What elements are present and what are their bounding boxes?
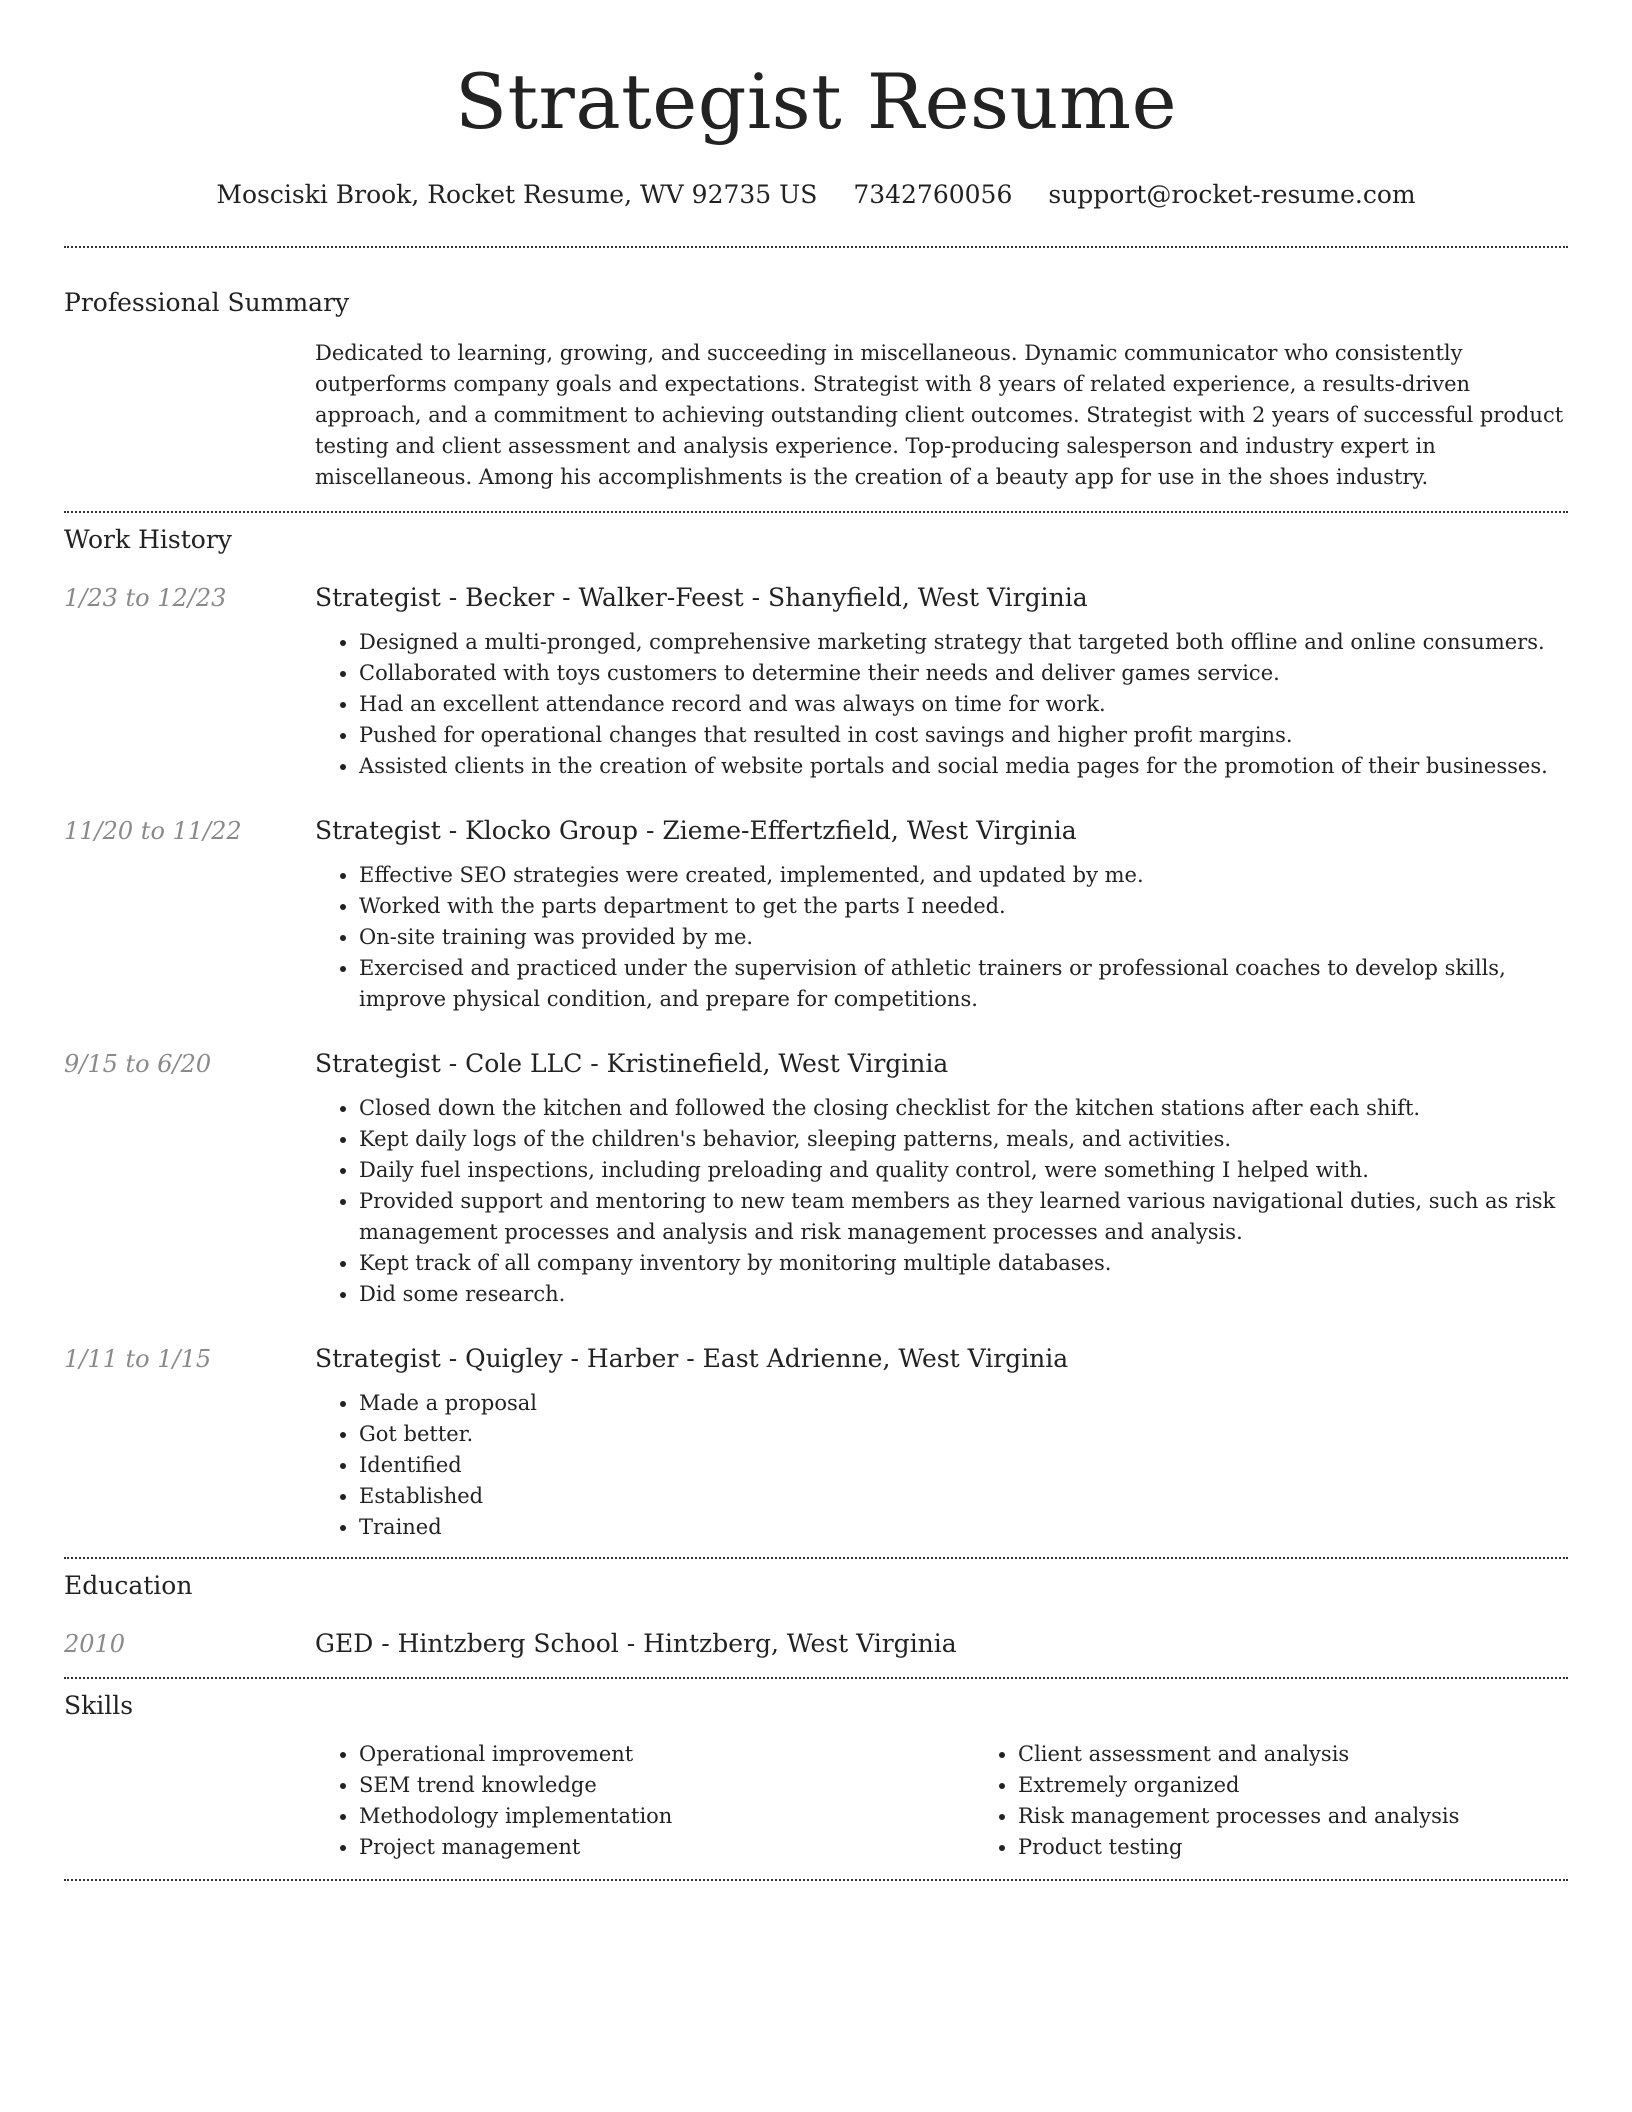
summary-text: Dedicated to learning, growing, and succeeding in miscellaneous. Dynamic communicator who consistently outperforms company goals and expectations. Strategist with 8 years of related experience, a results-driven approach, and a commitment to achieving outstanding client outcomes. Strategist with 2 years of successful product testing and client assessment and analysis experience. Top-producing salesperson and industry expert in miscellaneous. Among his accomplishments is the creation of a beauty app for use in the shoes industry.	[315, 341, 1564, 489]
summary-heading: Professional Summary	[64, 288, 350, 317]
job-dates: 1/11 to 1/15	[64, 1345, 212, 1373]
divider	[64, 1677, 1568, 1679]
education-entry	[64, 1627, 1568, 1661]
education-year: 2010	[64, 1630, 126, 1658]
summary-body	[315, 338, 1568, 493]
skill-item: • Operational improvement	[359, 1739, 974, 1770]
skills-list-right	[974, 1739, 1632, 1863]
resume-page	[64, 0, 1568, 1881]
skill-item: • Extremely organized	[1018, 1770, 1632, 1801]
job-dates: 11/20 to 11/22	[64, 817, 242, 845]
job-bullet: • Daily fuel inspections, including preloading and quality control, were something I helped with.	[359, 1155, 1568, 1186]
skills-section	[64, 1689, 1568, 1863]
skills-heading: Skills	[64, 1691, 134, 1720]
job-details	[315, 1047, 1568, 1310]
skills-left-spacer	[64, 1739, 315, 1863]
education-section	[64, 1569, 1568, 1661]
skill-item: • Methodology implementation	[359, 1801, 974, 1832]
contact-line	[64, 178, 1568, 212]
job-title: Strategist - Klocko Group - Zieme-Effertzfield, West Virginia	[315, 816, 1077, 845]
job-title: Strategist - Cole LLC - Kristinefield, West Virginia	[315, 1049, 949, 1078]
job-entry	[64, 1342, 1568, 1543]
job-bullet: • Established	[359, 1481, 1568, 1512]
skill-item: • Product testing	[1018, 1832, 1632, 1863]
divider	[64, 246, 1568, 248]
job-bullet: • Designed a multi-pronged, comprehensive marketing strategy that targeted both offline and online consumers.	[359, 627, 1568, 658]
job-bullet: • Assisted clients in the creation of website portals and social media pages for the promotion of their businesses.	[359, 751, 1568, 782]
job-details	[315, 1342, 1568, 1543]
divider	[64, 1557, 1568, 1559]
job-bullet: • Collaborated with toys customers to determine their needs and deliver games service.	[359, 658, 1568, 689]
job-bullets	[315, 860, 1568, 1015]
job-bullet: • Effective SEO strategies were created, implemented, and updated by me.	[359, 860, 1568, 891]
skills-grid	[315, 1739, 1632, 1863]
skill-item: • SEM trend knowledge	[359, 1770, 974, 1801]
divider	[64, 1879, 1568, 1881]
education-detail: GED - Hintzberg School - Hintzberg, West Virginia	[315, 1629, 957, 1658]
work-history-heading: Work History	[64, 525, 232, 554]
job-dates: 1/23 to 12/23	[64, 584, 227, 612]
contact-email: support@rocket-resume.com	[1048, 180, 1416, 209]
contact-address: Mosciski Brook, Rocket Resume, WV 92735 US	[216, 180, 818, 209]
job-bullet: • Did some research.	[359, 1279, 1568, 1310]
job-bullet: • Made a proposal	[359, 1388, 1568, 1419]
contact-phone: 7342760056	[853, 180, 1013, 209]
skill-item: • Project management	[359, 1832, 974, 1863]
job-title: Strategist - Quigley - Harber - East Adrienne, West Virginia	[315, 1344, 1069, 1373]
job-details	[315, 814, 1568, 1015]
work-history-section	[64, 523, 1568, 1543]
divider	[64, 511, 1568, 513]
skill-item: • Risk management processes and analysis	[1018, 1801, 1632, 1832]
job-bullet: • Pushed for operational changes that resulted in cost savings and higher profit margins.	[359, 720, 1568, 751]
resume-title: Strategist Resume	[454, 57, 1178, 146]
education-heading: Education	[64, 1571, 193, 1600]
job-dates: 9/15 to 6/20	[64, 1050, 212, 1078]
summary-row	[64, 338, 1568, 493]
job-bullets	[315, 1388, 1568, 1543]
job-title: Strategist - Becker - Walker-Feest - Shanyfield, West Virginia	[315, 583, 1088, 612]
job-details	[315, 581, 1568, 782]
job-entry	[64, 1047, 1568, 1310]
job-bullets	[315, 627, 1568, 782]
job-entry	[64, 581, 1568, 782]
skills-list-left	[315, 1739, 974, 1863]
job-bullets	[315, 1093, 1568, 1310]
job-bullet: • Kept track of all company inventory by monitoring multiple databases.	[359, 1248, 1568, 1279]
job-bullet: • Provided support and mentoring to new team members as they learned various navigational duties, such as risk management processes and analysis and risk management processes and analysis.	[359, 1186, 1568, 1248]
skill-item: • Client assessment and analysis	[1018, 1739, 1632, 1770]
job-bullet: • Got better.	[359, 1419, 1568, 1450]
job-entry	[64, 814, 1568, 1015]
job-bullet: • Exercised and practiced under the supervision of athletic trainers or professional coaches to develop skills, improve physical condition, and prepare for competitions.	[359, 953, 1568, 1015]
job-bullet: • Had an excellent attendance record and was always on time for work.	[359, 689, 1568, 720]
job-bullet: • On-site training was provided by me.	[359, 922, 1568, 953]
job-bullet: • Closed down the kitchen and followed the closing checklist for the kitchen stations after each shift.	[359, 1093, 1568, 1124]
job-bullet: • Identified	[359, 1450, 1568, 1481]
job-bullet: • Kept daily logs of the children's behavior, sleeping patterns, meals, and activities.	[359, 1124, 1568, 1155]
summary-section	[64, 286, 1568, 493]
summary-left-spacer	[64, 338, 315, 493]
job-bullet: • Trained	[359, 1512, 1568, 1543]
skills-row	[64, 1739, 1568, 1863]
job-bullet: • Worked with the parts department to get the parts I needed.	[359, 891, 1568, 922]
